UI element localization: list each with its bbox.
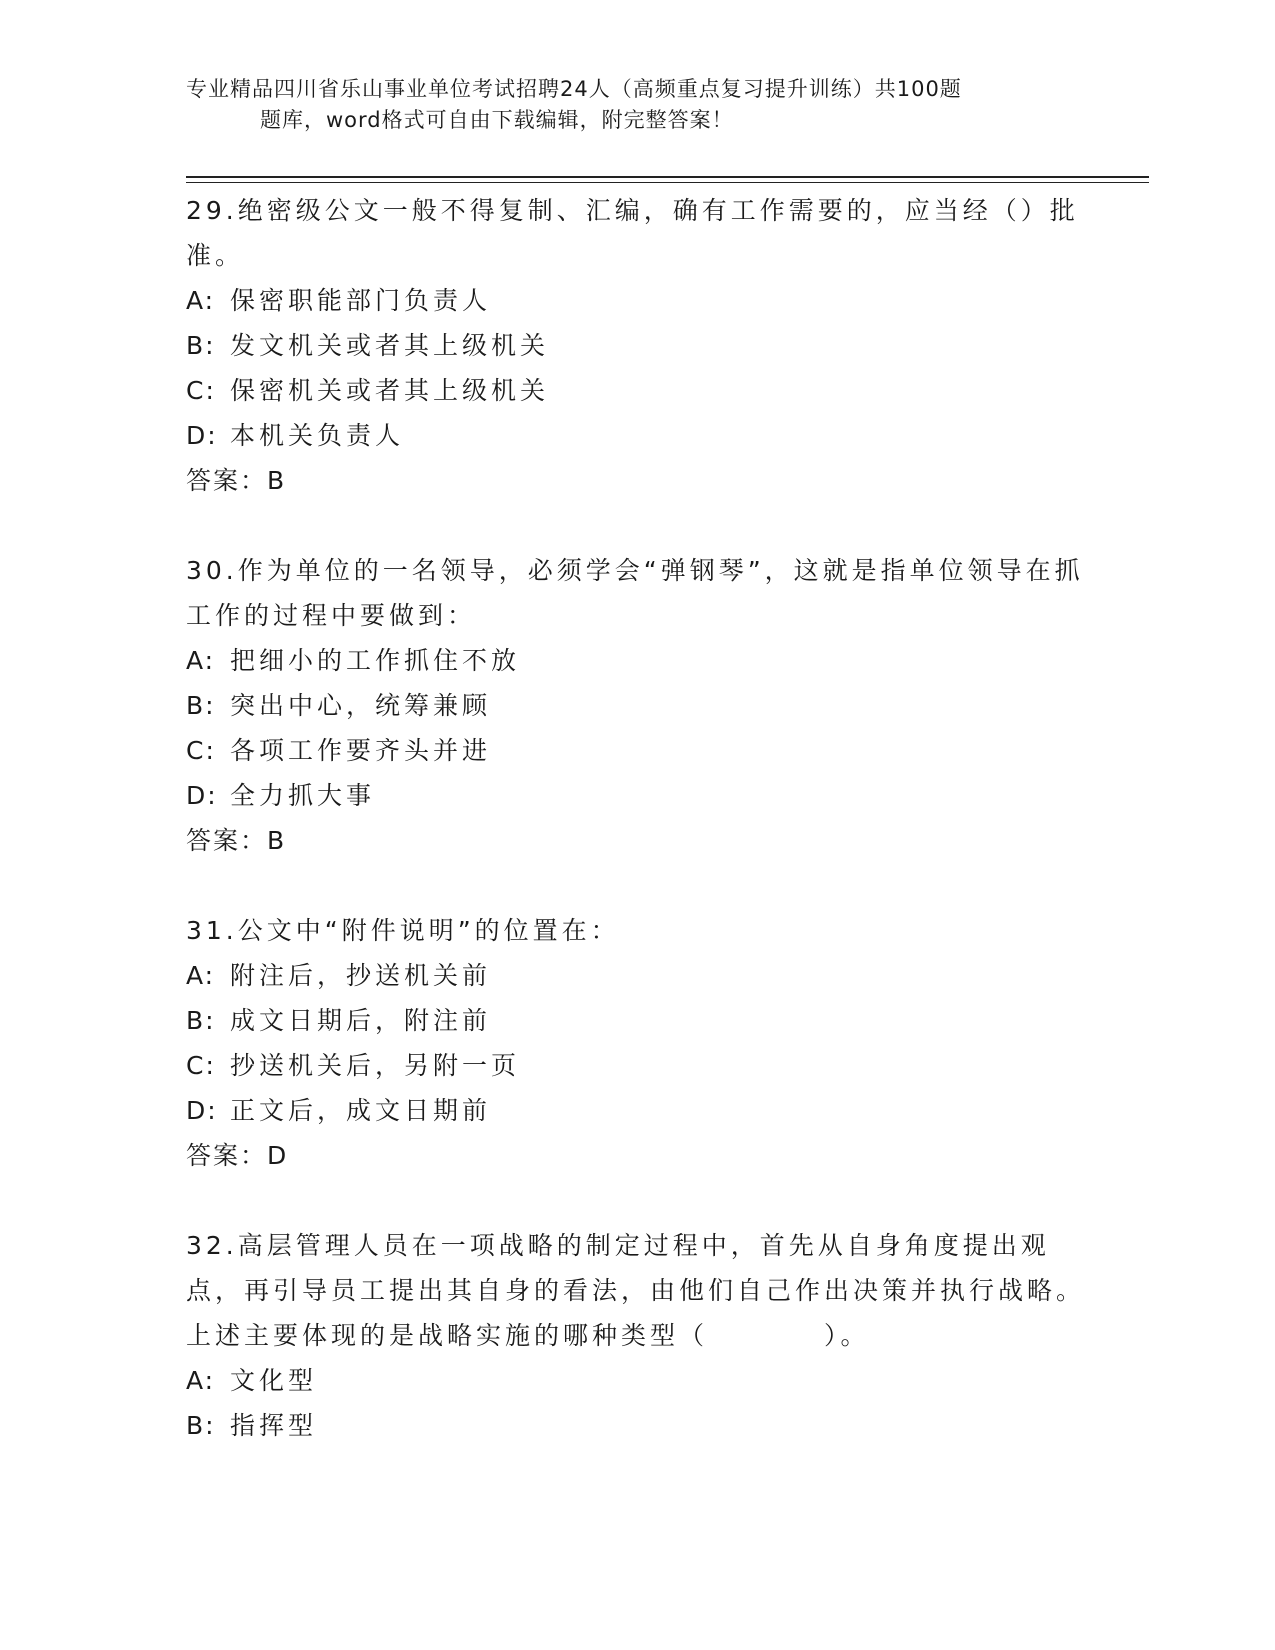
- option-text: 本机关负责人: [230, 421, 405, 450]
- question-stem: 30.作为单位的一名领导，必须学会“弹钢琴”，这就是指单位领导在抓工作的过程中要做到：: [186, 556, 1084, 630]
- option-a: [186, 953, 1086, 998]
- option-key: C:: [186, 1051, 216, 1080]
- option-b: [186, 683, 1086, 728]
- question-list: [186, 188, 1086, 1493]
- option-key: D:: [186, 781, 218, 810]
- option-key: C:: [186, 376, 216, 405]
- option-key: B:: [186, 1006, 216, 1035]
- option-key: A:: [186, 286, 216, 315]
- option-text: 突出中心，统筹兼顾: [230, 691, 492, 720]
- option-text: 成文日期后，附注前: [230, 1006, 492, 1035]
- option-key: D:: [186, 1096, 218, 1125]
- header-rule-thin: [186, 182, 1149, 183]
- option-d: [186, 773, 1086, 818]
- option-text: 附注后，抄送机关前: [230, 961, 492, 990]
- option-key: A:: [186, 646, 216, 675]
- option-a: [186, 278, 1086, 323]
- question-32: [186, 1223, 1086, 1448]
- answer-line: 答案：B: [186, 826, 287, 855]
- answer-line: 答案：D: [186, 1141, 289, 1170]
- option-text: 指挥型: [230, 1411, 318, 1440]
- question-31: [186, 908, 1086, 1178]
- option-c: [186, 1043, 1086, 1088]
- option-text: 发文机关或者其上级机关: [230, 331, 550, 360]
- question-stem: 31.公文中“附件说明”的位置在：: [186, 916, 620, 945]
- option-text: 保密职能部门负责人: [230, 286, 492, 315]
- option-text: 把细小的工作抓住不放: [230, 646, 521, 675]
- option-key: B:: [186, 331, 216, 360]
- question-29: [186, 188, 1086, 503]
- option-d: [186, 413, 1086, 458]
- header-line-2: 题库，word格式可自由下载编辑，附完整答案！: [260, 108, 734, 132]
- option-key: B:: [186, 691, 216, 720]
- header-line-1: 专业精品四川省乐山事业单位考试招聘24人（高频重点复习提升训练）共100题: [186, 77, 962, 101]
- option-text: 正文后，成文日期前: [230, 1096, 492, 1125]
- option-d: [186, 1088, 1086, 1133]
- option-c: [186, 368, 1086, 413]
- option-b: [186, 1403, 1086, 1448]
- option-text: 文化型: [230, 1366, 318, 1395]
- document-header: [186, 74, 1066, 136]
- option-b: [186, 323, 1086, 368]
- option-text: 保密机关或者其上级机关: [230, 376, 550, 405]
- question-stem: 32.高层管理人员在一项战略的制定过程中，首先从自身角度提出观点，再引导员工提出其自身的看法，由他们自己作出决策并执行战略。上述主要体现的是战略实施的哪种类型（ ）。: [186, 1231, 1086, 1350]
- option-text: 各项工作要齐头并进: [230, 736, 492, 765]
- header-rule-thick: [186, 176, 1149, 178]
- option-text: 抄送机关后，另附一页: [230, 1051, 521, 1080]
- question-30: [186, 548, 1086, 863]
- question-stem: 29.绝密级公文一般不得复制、汇编，确有工作需要的，应当经（）批准。: [186, 196, 1079, 270]
- option-b: [186, 998, 1086, 1043]
- option-key: D:: [186, 421, 218, 450]
- option-a: [186, 1358, 1086, 1403]
- option-text: 全力抓大事: [230, 781, 376, 810]
- option-key: A:: [186, 961, 216, 990]
- option-key: A:: [186, 1366, 216, 1395]
- option-key: C:: [186, 736, 216, 765]
- option-a: [186, 638, 1086, 683]
- option-c: [186, 728, 1086, 773]
- option-key: B:: [186, 1411, 216, 1440]
- answer-line: 答案：B: [186, 466, 287, 495]
